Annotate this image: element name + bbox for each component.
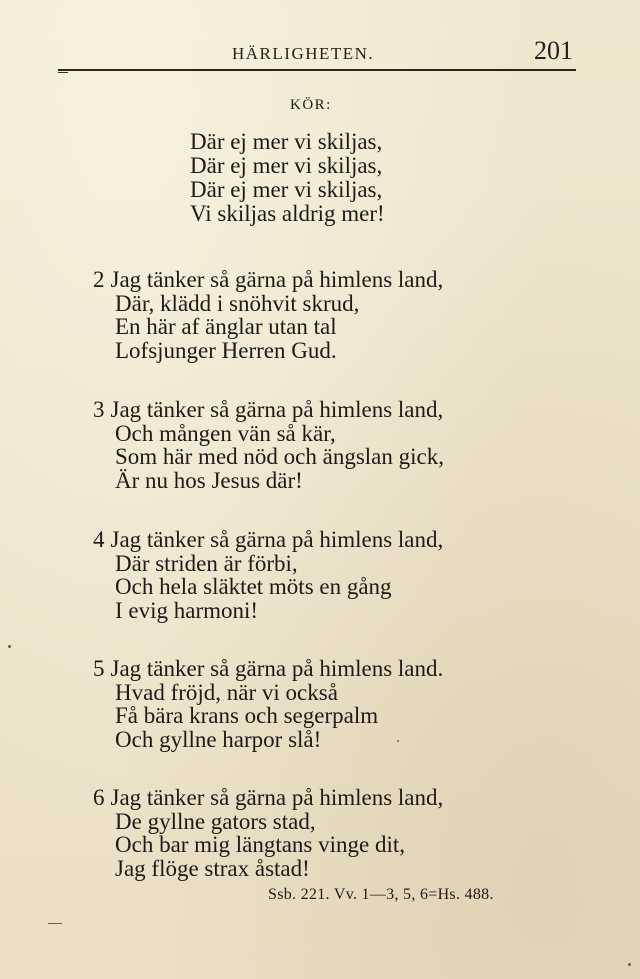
header-rule-tick <box>58 72 68 73</box>
verse-line: Där, klädd i snöhvit skrud, <box>115 290 360 316</box>
paper-speck <box>48 923 62 924</box>
verse-first-line <box>93 398 444 422</box>
verse-first-line <box>93 528 443 552</box>
verse-line: Som här med nöd och ängslan gick, <box>115 444 444 469</box>
verse-line: Få bära krans och segerpalm <box>115 703 379 728</box>
chorus-block <box>190 130 385 226</box>
verse-6 <box>93 786 443 880</box>
verse-line: Jag tänker så gärna på himlens land, <box>110 267 444 292</box>
verse-line: Där striden är förbi, <box>115 550 298 576</box>
verse-line: Och mången vän så kär, <box>115 420 336 446</box>
verse-number: 6 <box>93 785 105 810</box>
running-header-title: HÄRLIGHETEN. <box>232 44 375 63</box>
verse-number: 5 <box>93 656 105 681</box>
verse-line: Jag tänker så gärna på himlens land, <box>110 397 444 422</box>
page-number: 201 <box>534 36 573 65</box>
verse-line: I evig harmoni! <box>115 597 259 623</box>
verse-number: 3 <box>93 397 105 422</box>
verse-line: Jag tänker så gärna på himlens land. <box>110 656 444 681</box>
chorus-line: Där ej mer vi skiljas, <box>190 129 383 154</box>
verse-line: En här af änglar utan tal <box>115 314 337 339</box>
verse-line: Och gyllne harpor slå! <box>115 726 322 752</box>
verse-4 <box>93 528 443 622</box>
verse-line: Jag flöge strax åstad! <box>115 855 310 881</box>
verse-first-line <box>93 657 443 681</box>
paper-speck <box>628 963 631 966</box>
verse-line: Och bar mig längtans vinge dit, <box>115 832 405 857</box>
verse-line: Lofsjunger Herren Gud. <box>115 337 337 363</box>
verse-first-line <box>93 268 443 292</box>
footnote-reference: Ssb. 221. Vv. 1—3, 5, 6=Hs. 488. <box>268 886 494 903</box>
header-rule <box>58 69 576 71</box>
verse-line: De gyllne gators stad, <box>115 808 316 834</box>
chorus-line: Där ej mer vi skiljas, <box>190 177 383 202</box>
chorus-heading: KÖR: <box>290 97 332 113</box>
verse-line: Hvad fröjd, när vi också <box>115 679 338 705</box>
verse-number: 2 <box>93 267 105 292</box>
chorus-line: Där ej mer vi skiljas, <box>190 153 383 178</box>
verse-5 <box>93 657 443 751</box>
verse-line: Och hela släktet möts en gång <box>115 574 392 599</box>
verse-line: Jag tänker så gärna på himlens land, <box>110 785 444 810</box>
chorus-line: Vi skiljas aldrig mer! <box>190 201 385 226</box>
verse-line: Är nu hos Jesus där! <box>115 467 303 493</box>
verse-line: Jag tänker så gärna på himlens land, <box>110 527 444 552</box>
verse-2 <box>93 268 443 362</box>
paper-speck <box>397 740 399 742</box>
verse-3 <box>93 398 444 492</box>
verse-first-line <box>93 786 443 810</box>
paper-speck <box>8 645 11 648</box>
verse-number: 4 <box>93 527 105 552</box>
